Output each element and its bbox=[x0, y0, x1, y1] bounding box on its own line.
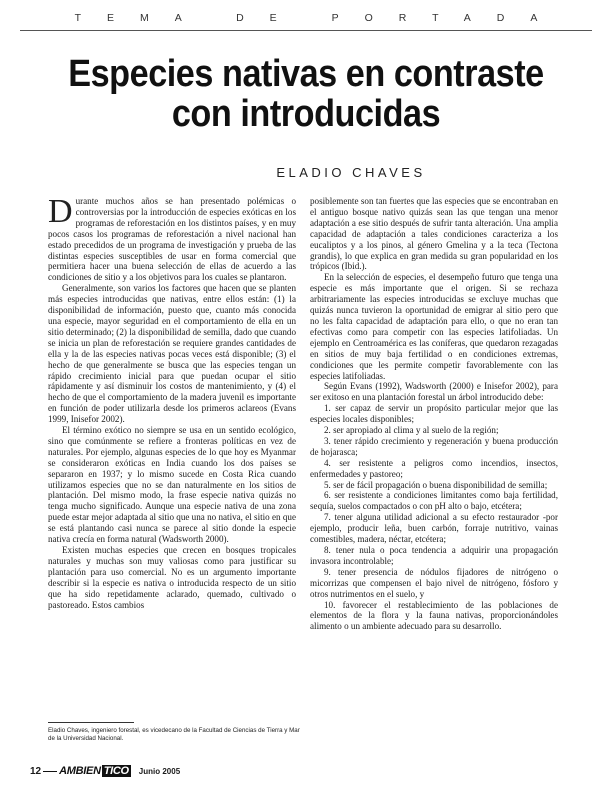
paragraph: En la selección de especies, el desempeño futuro que tenga una especie es más importante que el origen. Si se rechaza arbitrariamente las especies introducidas se excluye muchas que quizás nunca tuvieron la oportunidad de emigrar al sitio pero que no les falta capacidad de adaptación para ello, o que no eran tan efectivas como para competir con las especies latifoliadas. Un ejemplo en Centroamérica es las coníferas, que quedaron rezagadas en sitios de muy baja fertilidad o en condiciones extremas, condiciones que les permite competir favorablemente con las especies latifoliadas. bbox=[310, 272, 558, 381]
dropcap: D bbox=[48, 193, 73, 230]
list-item: 6. ser resistente a condiciones limitantes como baja fertilidad, sequía, suelos compactados o con pH alto o bajo, etcétera; bbox=[310, 490, 558, 512]
header-rule bbox=[20, 30, 592, 31]
paragraph: Según Evans (1992), Wadsworth (2000) e Inisefor 2002), para ser exitoso en una plantación forestal un árbol introducido debe: bbox=[310, 381, 558, 403]
paragraph: Existen muchas especies que crecen en bosques tropicales naturales y muchas son muy valiosas como para justificar su plantación para uso comercial. No es un argumento importante describir si la especie es nativa o introducida respecto de un sitio que ha sido repetidamente aclarado, quemado, cultivado o pastoreado. Estos cambios bbox=[48, 545, 296, 610]
list-item: 2. ser apropiado al clima y al suelo de la región; bbox=[324, 425, 499, 436]
list-item: 1. ser capaz de servir un propósito particular mejor que las especies locales disponibles; bbox=[310, 403, 558, 425]
logo-box-text: TICO bbox=[103, 765, 129, 777]
page-footer bbox=[30, 764, 180, 778]
logo-text: AMBIEN bbox=[59, 765, 101, 777]
paragraph: Generalmente, son varios los factores que hacen que se planten más especies introducidas que nativas, entre ellos están: (1) la disponibilidad de información, puesto que, cuanto más conocida una especie, mayor seguridad en el comportamiento de ella en un sitio determinado; (2) la disponibilidad de semilla, dado que cuando se inicia un plan de reforestación se requiere grandes cantidades de ella y la de las especies nativas pocas veces está disponible; (3) el hecho de que generalmente se busca que las especies tengan un rápido crecimiento inicial para que puedan ocupar el sitio rápidamente y así disminuir los costos de mantenimiento, y (4) el hecho de que el comportamiento de la madera juvenil es importante en función de poder utilizarla desde los primeros aclareos (Evans 1999, Inisefor 2002). bbox=[48, 283, 296, 425]
footnote-rule bbox=[48, 722, 134, 723]
footer-dash bbox=[43, 771, 57, 772]
article-author: ELADIO CHAVES bbox=[276, 165, 426, 180]
issue-date: Junio 2005 bbox=[138, 766, 181, 776]
author-footnote: Eladio Chaves, ingeniero forestal, es vicedecano de la Facultad de Ciencias de Tierra y Mar de la Universidad Nacional. bbox=[48, 727, 300, 742]
list-item: 5. ser de fácil propagación o buena disponibilidad de semilla; bbox=[324, 479, 548, 490]
list-item: 8. tener nula o poca tendencia a adquirir una propagación invasora incontrolable; bbox=[310, 545, 558, 566]
right-column bbox=[310, 196, 558, 632]
paragraph: posiblemente son tan fuertes que las especies que se encontraban en el antiguo bosque nativo quizás sean las que tengan una menor adaptación a ese sitio después de sufrir tanta alteración. Una amplia capacidad de adaptación a tales condiciones caracteriza a los eucaliptos y a los pinos, al género Gmelina y a la teca (Tectona grandis), lo que explica en gran medida su gran popularidad en los trópicos (Ibid.). bbox=[310, 196, 558, 272]
paragraph-text: urante muchos años se han presentado polémicas o controversias por la introducción de especies exóticas en los programas de reforestación en los distintos países, y en muy pocos casos los programas de reforestación a nivel nacional han estado precedidos de un programa de investigación y prueba de las distintas especies susceptibles de usar en forma comercial que permitiera hacer una buena selección de ellas de acuerdo a las condiciones de sitio y a los objetivos para los cuales se plantaron. bbox=[48, 196, 296, 283]
page-number: 12 bbox=[30, 765, 42, 777]
list-item: 7. tener alguna utilidad adicional a su efecto restaurador -por ejemplo, producir leña, buen carbón, forraje nutritivo, vainas comestibles, madera, néctar, etcétera; bbox=[310, 512, 558, 545]
article-title: Especies nativas en contraste con introducidas bbox=[68, 53, 544, 135]
list-item: 4. ser resistente a peligros como incendios, insectos, enfermedades y pastoreo; bbox=[310, 457, 558, 479]
list-item: 3. tener rápido crecimiento y regeneración y buena producción de hojarasca; bbox=[310, 435, 558, 457]
section-label: TEMA DE PORTADA bbox=[74, 12, 564, 24]
paragraph: El término exótico no siempre se usa en un sentido ecológico, sino que comúnmente se refiere a fronteras políticas en vez de naturales. Por ejemplo, algunas especies de lo que hoy es Myanmar se consideraron exóticas en India cuando los dos países se separaron en 1937; y lo mismo sucede en Costa Rica cuando utilizamos especies que no se dan naturalmente en los sitios de plantación. Del mismo modo, la frase especie nativa quizás no tenga mucho significado. Aunque una especie nativa de una zona puede estar mejor adaptada al sitio que una no nativa, el sitio en que se está plantando casi nunca se parece al sitio donde la especie nativa crecía en forma natural (Wadsworth 2000). bbox=[48, 425, 296, 545]
list-item: 9. tener presencia de nódulos fijadores de nitrógeno o micorrizas que compensen el bajo nivel de nitrógeno, fósforo y otros nutrimentos en el suelo, y bbox=[310, 566, 558, 599]
paragraph bbox=[48, 193, 296, 283]
left-column bbox=[48, 193, 296, 610]
list-item: 10. favorecer el restablecimiento de las poblaciones de elementos de la flora y la fauna nativas, proporcionándoles alimento o un ambiente adecuado para su desarrollo. bbox=[310, 599, 558, 632]
magazine-logo bbox=[59, 765, 131, 777]
